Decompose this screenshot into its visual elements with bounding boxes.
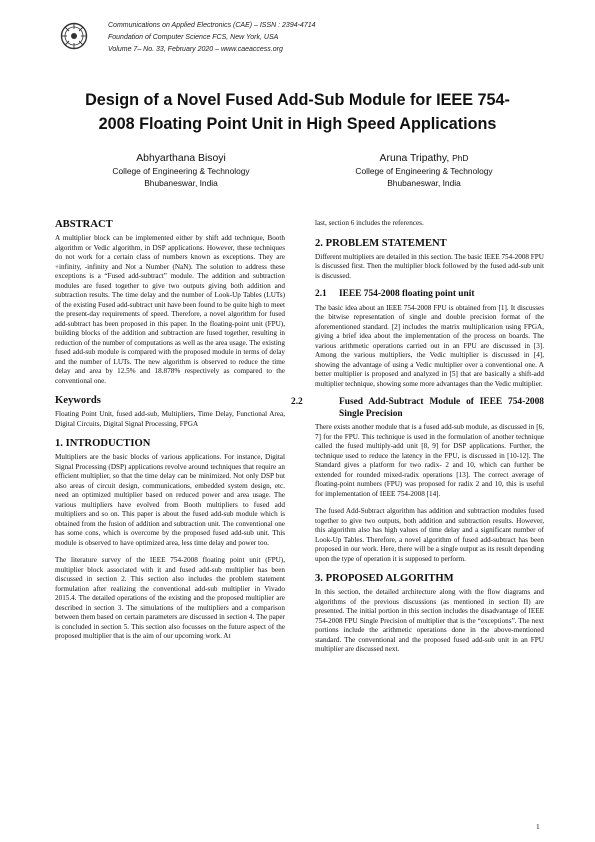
problem-statement-heading: 2. PROBLEM STATEMENT bbox=[315, 237, 447, 249]
problem-statement-text: Different multipliers are detailed in this section. The basic IEEE 754-2008 FPU is discussed first. Then the multiplier block followed by the fused add-sub unit is discussed. bbox=[315, 252, 544, 280]
introduction-paragraph-2-continued: last, section 6 includes the references. bbox=[315, 219, 424, 227]
left-column bbox=[55, 218, 285, 642]
section-title: Fused Add-Subtract Module of IEEE 754-2008 Single Precision bbox=[339, 397, 544, 419]
section-2-2-paragraph-1: There exists another module that is a fused add-sub module, as discussed in [6, 7] for the FPU. This technique is used in the formulation of another technique called the fused multiply-add unit [8, 9] for DSP applications. Further, the technique used to reduce the latency in the FPU, is discussed in [10-12]. The Standard gives a platform for two radix- 2 and 10, which can further be extended for rounded mixed-radix operations [13]. The correct average of floating-point numbers (FPU) was proposed for radix 2 and 10, this is useful for implementation of IEEE 754-2008 [14]. bbox=[315, 423, 544, 498]
journal-publisher: Foundation of Computer Science FCS, New York, USA bbox=[108, 34, 279, 41]
section-title: IEEE 754-2008 floating point unit bbox=[339, 289, 475, 299]
publisher-logo-icon bbox=[60, 22, 88, 50]
author-affiliation: College of Engineering & Technology bbox=[355, 166, 493, 176]
section-number: 2.2 bbox=[291, 397, 303, 407]
author-name: Aruna Tripathy, bbox=[379, 153, 450, 164]
author-2 bbox=[304, 152, 544, 189]
introduction-heading: 1. INTRODUCTION bbox=[55, 438, 151, 449]
paper-title-line-1: Design of a Novel Fused Add-Sub Module for IEEE 754- bbox=[85, 91, 510, 109]
page-number: 1 bbox=[536, 822, 540, 831]
author-location: Bhubaneswar, India bbox=[144, 178, 218, 188]
keywords-heading: Keywords bbox=[55, 395, 101, 406]
author-degree: PhD bbox=[452, 153, 469, 163]
proposed-algorithm-heading: 3. PROPOSED ALGORITHM bbox=[315, 573, 454, 584]
paper-title bbox=[40, 88, 555, 136]
author-name: Abhyarthana Bisoyi bbox=[136, 153, 226, 164]
introduction-paragraph-2: The literature survey of the IEEE 754-2008 floating point unit (FPU), multiplier block associated with it and fused add-sub multiplier has been discussed in section 2. This section also includes the problem statement formulation after realizing the conventional add-sub multiplier in Vivado 2015.4. The detailed operations of the existing and the proposed multiplier are described in section 3. The simulations of the multipliers and a comparison between them based on certain parameters are discussed in section 4. The paper is concluded in section 5. This section also focusses on the future aspect of the proposed multiplier that is the aim of our upcoming work. At bbox=[55, 556, 285, 640]
author-affiliation: College of Engineering & Technology bbox=[112, 166, 250, 176]
right-column bbox=[291, 219, 544, 655]
proposed-algorithm-text: In this section, the detailed architecture along with the flow diagrams and algorithms of the previous discussions (as mentioned in section II) are presented. The initial portion in this section includes the disadvantage of IEEE 754-2008 FPU Single Precision of multiplier that is the “exceptions”. The next portions include the arithmetic operations done in the above-mentioned standard. The conventional and the proposed fused add-sub unit in an FPU multiplier are discussed next. bbox=[315, 588, 544, 653]
journal-volume: Volume 7– No. 33, February 2020 – www.caeaccess.org bbox=[108, 46, 283, 53]
abstract-heading: ABSTRACT bbox=[55, 219, 113, 230]
section-2-2-heading bbox=[291, 397, 544, 420]
introduction-paragraph-1: Multipliers are the basic blocks of various applications. For instance, Digital Signal Processing (DSP) applications revolve around techniques that require an efficient multiplier, so that the time delay can be minimized. Not only DSP but also areas of circuit design, communications, embedded system design, etc. need an optimized multiplier based on reduced power and area usage. The various multipliers have evolved from Booth multipliers to fused add multipliers and so on. This paper is about the fused add-sub module which is obtained from the fusion of addition and subtraction unit. The conventional one has some cons, which is overcome by the proposed fused add-sub unit. This module is observed to have optimized area, less time delay and power too. bbox=[55, 453, 285, 547]
abstract-text: A multiplier block can be implemented either by shift add technique, Booth algorithm or Vedic algorithm, in DSP applications. However, these techniques do not work for a certain class of numbers known as exceptions. They are +infinity, -infinity and Not a Number (NaN). The solution to address these exceptions is a “Fused add-subtract” module. The addition and subtraction modules are fused together to give two outputs giving both addition and subtraction results. The time delay and the number of Look-Up Tables (LUTs) of the existing Fused add-subtract unit have been found to be quite high to meet the present-day requirements of speed. Therefore, a novel algorithm for fused add-subtract has been proposed in this paper. In the floating-point unit (FPU), building blocks of the addition and subtraction are fused together, resulting in reduction of the number of computations as well as the area usage. The existing fused add-sub module is compared with the proposed module in terms of delay and the number of LUTs. The new algorithm is observed to reduce the time delay and area by 12.5% and 18.878% respectively as compared to the conventional one. bbox=[55, 234, 285, 385]
journal-header bbox=[108, 20, 316, 56]
author-name-line bbox=[304, 152, 544, 165]
section-2-1-heading bbox=[315, 289, 544, 301]
author-location: Bhubaneswar, India bbox=[387, 178, 461, 188]
section-2-2-paragraph-2: The fused Add-Subtract algorithm has addition and subtraction modules fused together to give two outputs, both addition and subtraction results. However, this algorithm also has high values of time delay and a significant number of Look-Up Tables. Therefore, a novel algorithm of fused add-subtract has been proposed in our work. Here, there will be a single output as its result depending upon the type of operation it is supposed to perform. bbox=[315, 507, 544, 563]
journal-name: Communications on Applied Electronics (CAE) – ISSN : 2394-4714 bbox=[108, 22, 316, 29]
section-number: 2.1 bbox=[315, 289, 327, 299]
keywords-text: Floating Point Unit, fused add-sub, Multipliers, Time Delay, Functional Area, Digital Circuits, Digital Signal Processing, FPGA bbox=[55, 410, 285, 428]
paper-title-line-2: 2008 Floating Point Unit in High Speed Applications bbox=[98, 115, 497, 133]
section-2-1-text: The basic idea about an IEEE 754-2008 FPU is obtained from [1]. It discusses the bitwise representation of single and double precision format of the aforementioned standard. [2] includes the matrix multiplication using FPGA, giving a brief idea about the implementation of the process on boards. The various arithmetic operations carried out in an FPU are discussed in [3]. Among the various multipliers, the Vedic multiplier is discussed in [4], showing the advantage of using a Vedic multiplier over a conventional one. A better multiplier is proposed and analyzed in [5] that are basically a shift-add multiplier technique, showing some more advantages than the Vedic multiplier. bbox=[315, 303, 544, 388]
author-1 bbox=[61, 152, 301, 189]
